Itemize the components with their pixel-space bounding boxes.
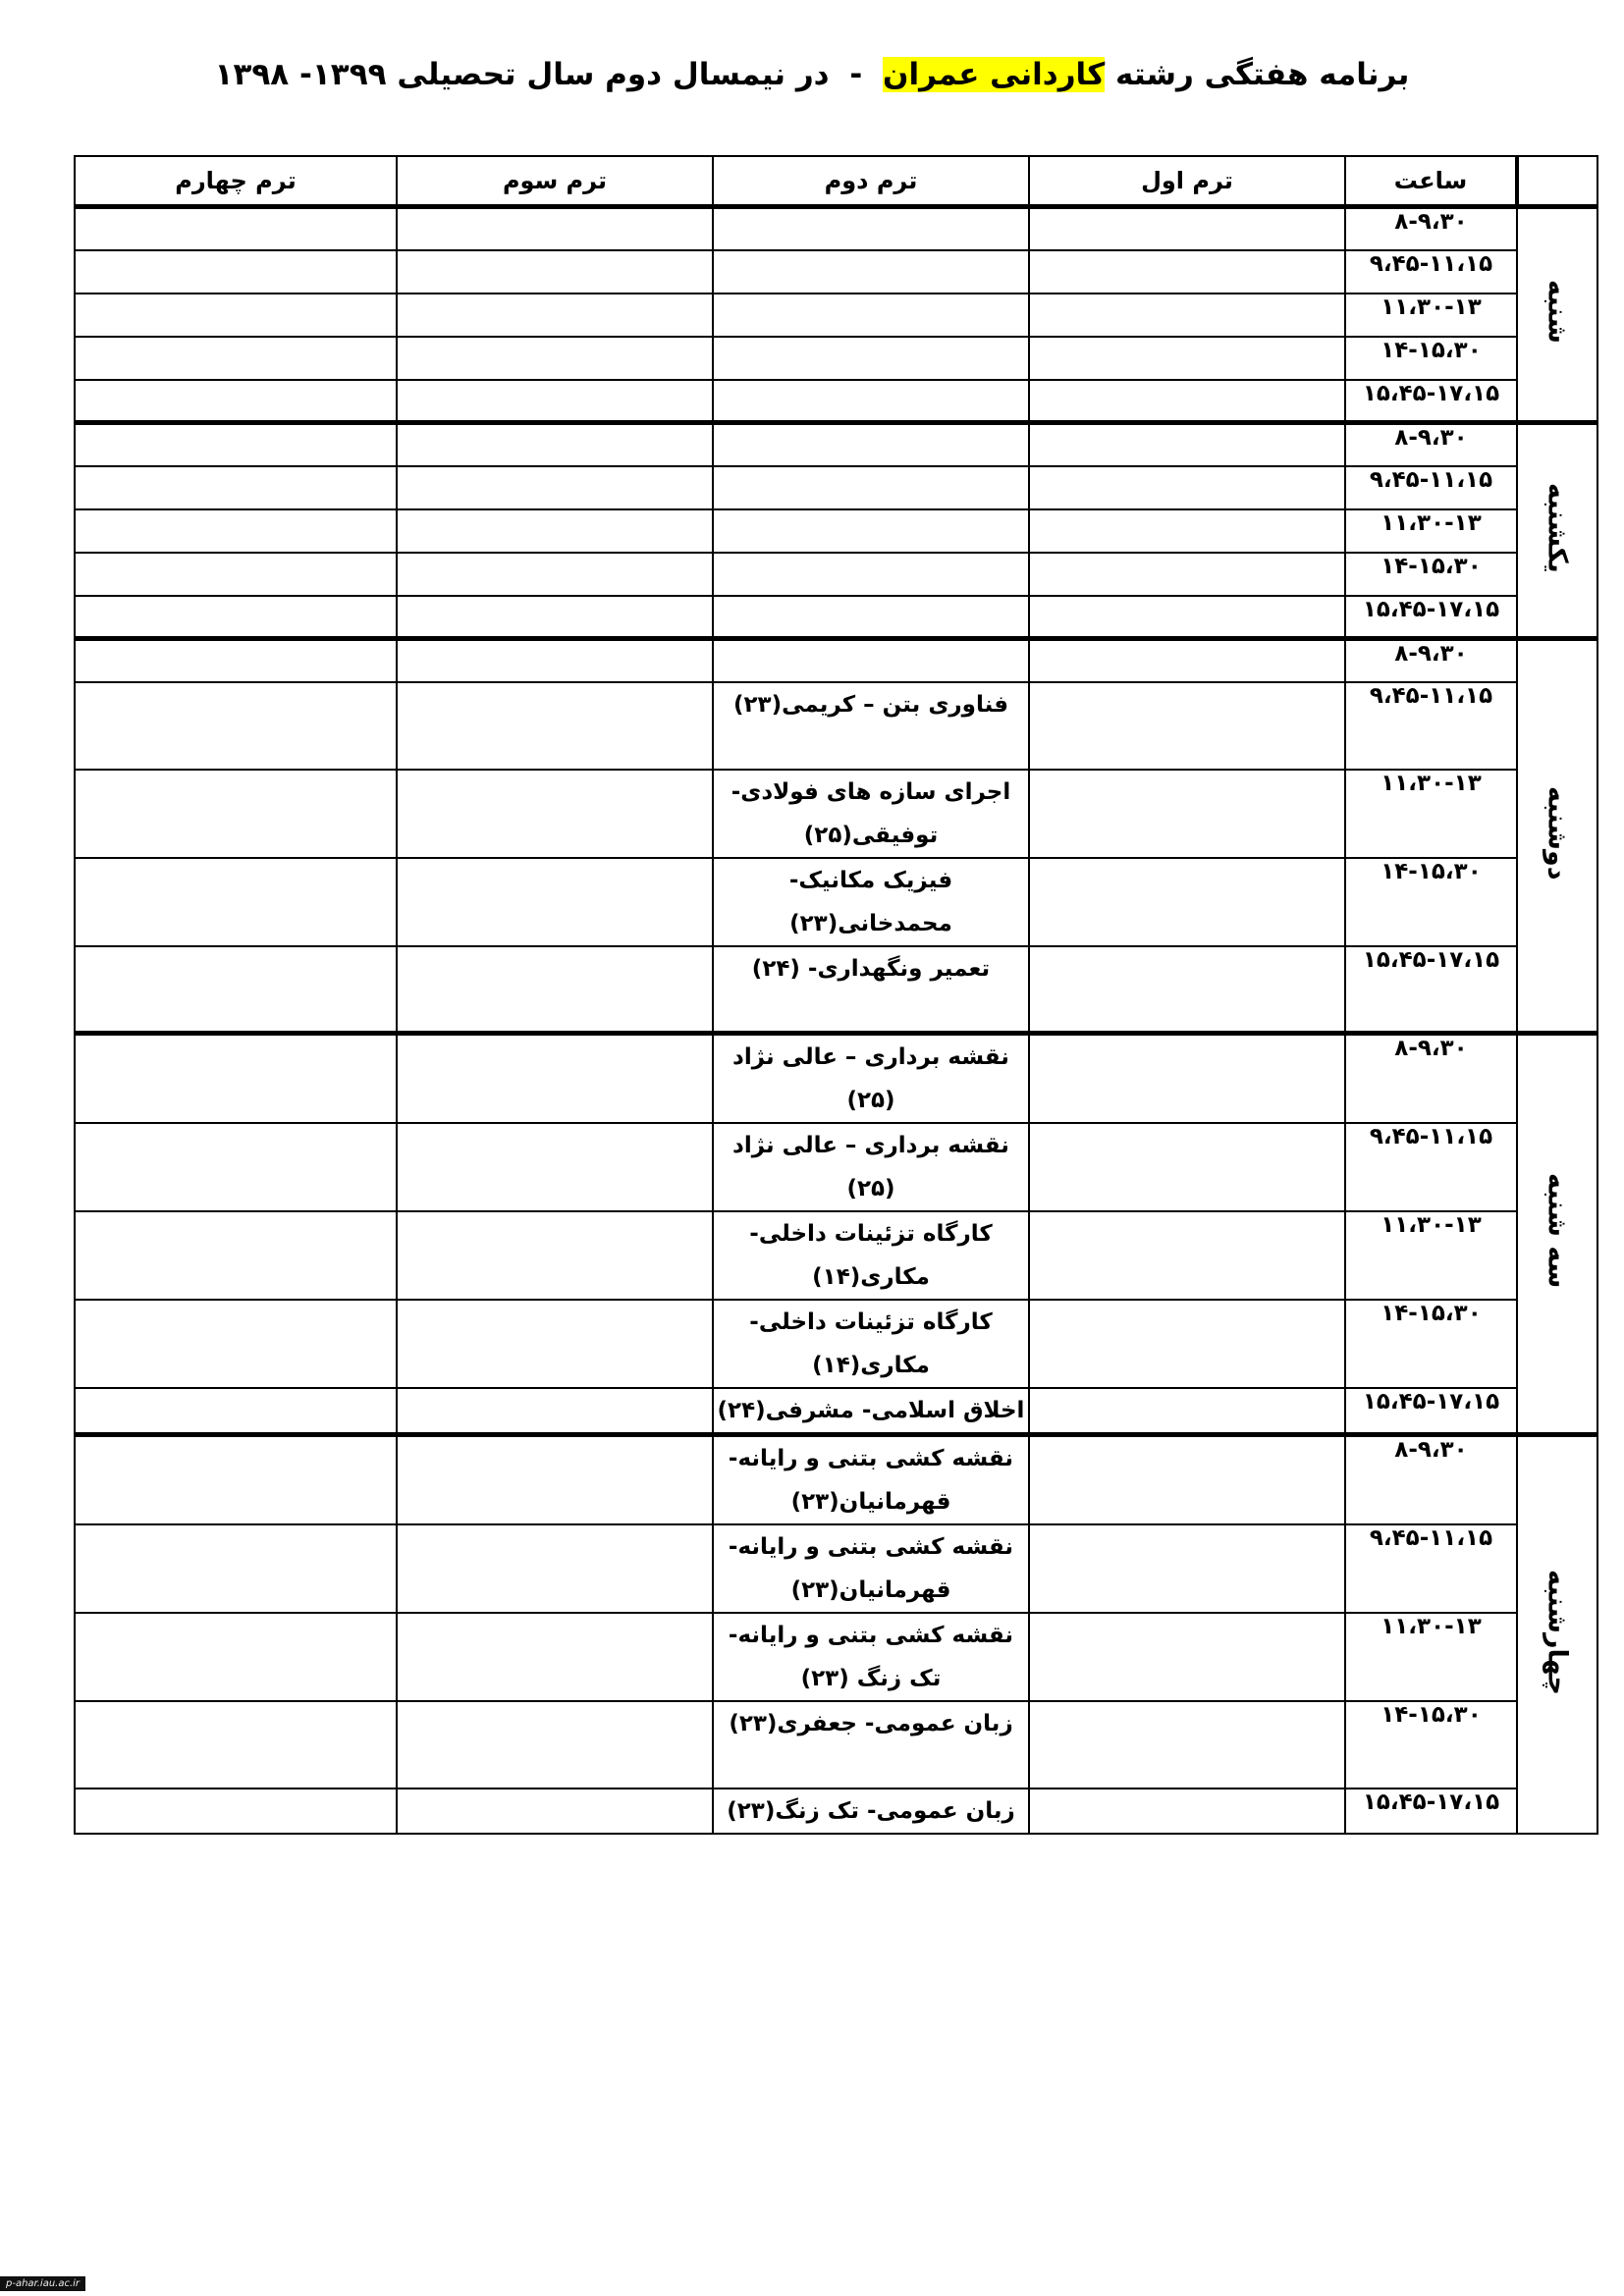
- term3-cell: [397, 1789, 713, 1834]
- day-cell: [1517, 1435, 1597, 1835]
- term4-cell: [75, 1123, 397, 1211]
- time-cell: ۸-۹،۳۰: [1345, 1034, 1517, 1124]
- term3-cell: [397, 1613, 713, 1701]
- term2-course-cell: [713, 294, 1029, 337]
- schedule-row: [75, 1123, 1597, 1211]
- header-term1: ترم اول: [1029, 156, 1345, 207]
- time-cell: ۱۱،۳۰-۱۳: [1345, 1613, 1517, 1701]
- term1-cell: [1029, 207, 1345, 250]
- time-cell: ۱۵،۴۵-۱۷،۱۵: [1345, 380, 1517, 423]
- term2-course-cell: [713, 639, 1029, 682]
- term4-cell: [75, 294, 397, 337]
- term1-cell: [1029, 509, 1345, 553]
- term2-course-cell: [713, 596, 1029, 639]
- term2-course-cell: [713, 553, 1029, 596]
- time-cell: ۱۴-۱۵،۳۰: [1345, 553, 1517, 596]
- term4-cell: [75, 250, 397, 294]
- term1-cell: [1029, 1435, 1345, 1525]
- time-cell: ۱۴-۱۵،۳۰: [1345, 337, 1517, 380]
- term2-course-cell: کارگاه تزئینات داخلی- مکاری(۱۴): [713, 1300, 1029, 1388]
- schedule-body: [75, 207, 1597, 1835]
- term1-cell: [1029, 770, 1345, 858]
- term4-cell: [75, 639, 397, 682]
- term4-cell: [75, 858, 397, 946]
- time-cell: ۹،۴۵-۱۱،۱۵: [1345, 1524, 1517, 1613]
- day-cell: [1517, 639, 1597, 1034]
- title-part2: در نیمسال دوم سال تحصیلی ۱۳۹۹- ۱۳۹۸: [214, 57, 830, 92]
- header-term2: ترم دوم: [713, 156, 1029, 207]
- term1-cell: [1029, 639, 1345, 682]
- term2-course-cell: زبان عمومی- تک زنگ(۲۳): [713, 1789, 1029, 1834]
- term4-cell: [75, 682, 397, 770]
- term4-cell: [75, 1613, 397, 1701]
- term2-course-cell: نقشه کشی بتنی و رایانه- قهرمانیان(۲۳): [713, 1435, 1029, 1525]
- time-cell: ۱۴-۱۵،۳۰: [1345, 1300, 1517, 1388]
- day-name: سه شنبه: [1542, 1173, 1573, 1289]
- schedule-row: [75, 946, 1597, 1034]
- day-cell: [1517, 423, 1597, 639]
- term3-cell: [397, 1701, 713, 1789]
- term4-cell: [75, 466, 397, 509]
- term3-cell: [397, 1300, 713, 1388]
- term2-course-cell: [713, 423, 1029, 466]
- schedule-row: [75, 380, 1597, 423]
- term2-course-cell: اخلاق اسلامی- مشرفی(۲۴): [713, 1388, 1029, 1435]
- term4-cell: [75, 423, 397, 466]
- term3-cell: [397, 294, 713, 337]
- time-cell: ۹،۴۵-۱۱،۱۵: [1345, 250, 1517, 294]
- term3-cell: [397, 682, 713, 770]
- schedule-row: [75, 858, 1597, 946]
- day-name: شنبه: [1542, 280, 1573, 344]
- time-cell: ۱۱،۳۰-۱۳: [1345, 1211, 1517, 1300]
- schedule-row: [75, 509, 1597, 553]
- title-dash: -: [849, 57, 863, 92]
- time-cell: ۹،۴۵-۱۱،۱۵: [1345, 466, 1517, 509]
- term2-course-cell: اجرای سازه های فولادی- توفیقی(۲۵): [713, 770, 1029, 858]
- time-cell: ۱۵،۴۵-۱۷،۱۵: [1345, 596, 1517, 639]
- term3-cell: [397, 466, 713, 509]
- term1-cell: [1029, 682, 1345, 770]
- page-title: [0, 57, 1624, 92]
- schedule-row: [75, 1211, 1597, 1300]
- time-cell: ۱۱،۳۰-۱۳: [1345, 294, 1517, 337]
- term1-cell: [1029, 250, 1345, 294]
- time-cell: ۸-۹،۳۰: [1345, 1435, 1517, 1525]
- term3-cell: [397, 946, 713, 1034]
- term4-cell: [75, 1388, 397, 1435]
- term1-cell: [1029, 466, 1345, 509]
- term3-cell: [397, 207, 713, 250]
- term3-cell: [397, 858, 713, 946]
- term2-course-cell: فیزیک مکانیک- محمدخانی(۲۳): [713, 858, 1029, 946]
- term1-cell: [1029, 1034, 1345, 1124]
- time-cell: ۱۴-۱۵،۳۰: [1345, 858, 1517, 946]
- time-cell: ۱۴-۱۵،۳۰: [1345, 1701, 1517, 1789]
- schedule-row: [75, 639, 1597, 682]
- schedule-row: [75, 770, 1597, 858]
- schedule-row: [75, 553, 1597, 596]
- term4-cell: [75, 596, 397, 639]
- term1-cell: [1029, 858, 1345, 946]
- day-cell: [1517, 1034, 1597, 1435]
- schedule-row: [75, 466, 1597, 509]
- term2-course-cell: نقشه برداری – عالی نژاد (۲۵): [713, 1123, 1029, 1211]
- term3-cell: [397, 1388, 713, 1435]
- time-cell: ۹،۴۵-۱۱،۱۵: [1345, 682, 1517, 770]
- title-field-highlight: کاردانی عمران: [883, 57, 1106, 92]
- term3-cell: [397, 1211, 713, 1300]
- term4-cell: [75, 1789, 397, 1834]
- term2-course-cell: [713, 337, 1029, 380]
- day-name: یکشنبه: [1542, 482, 1573, 573]
- title-part1: برنامه هفتگی رشته: [1115, 57, 1410, 92]
- term4-cell: [75, 1701, 397, 1789]
- schedule-row: [75, 1524, 1597, 1613]
- term2-course-cell: [713, 466, 1029, 509]
- schedule-row: [75, 596, 1597, 639]
- schedule-row: [75, 337, 1597, 380]
- term1-cell: [1029, 1388, 1345, 1435]
- schedule-row: [75, 250, 1597, 294]
- schedule-row: [75, 1701, 1597, 1789]
- day-name: دوشنبه: [1542, 785, 1573, 881]
- term4-cell: [75, 1435, 397, 1525]
- term3-cell: [397, 553, 713, 596]
- term1-cell: [1029, 1701, 1345, 1789]
- term1-cell: [1029, 946, 1345, 1034]
- term2-course-cell: کارگاه تزئینات داخلی- مکاری(۱۴): [713, 1211, 1029, 1300]
- term3-cell: [397, 509, 713, 553]
- header-term4: ترم چهارم: [75, 156, 397, 207]
- schedule-row: [75, 1789, 1597, 1834]
- time-cell: ۸-۹،۳۰: [1345, 639, 1517, 682]
- schedule-row: [75, 1435, 1597, 1525]
- time-cell: ۹،۴۵-۱۱،۱۵: [1345, 1123, 1517, 1211]
- term2-course-cell: [713, 250, 1029, 294]
- term4-cell: [75, 1300, 397, 1388]
- schedule-row: [75, 1034, 1597, 1124]
- time-cell: ۸-۹،۳۰: [1345, 423, 1517, 466]
- schedule-row: [75, 423, 1597, 466]
- term1-cell: [1029, 596, 1345, 639]
- term4-cell: [75, 509, 397, 553]
- term3-cell: [397, 639, 713, 682]
- schedule-table: [74, 155, 1598, 1835]
- term3-cell: [397, 250, 713, 294]
- time-cell: ۱۱،۳۰-۱۳: [1345, 509, 1517, 553]
- schedule-row: [75, 1613, 1597, 1701]
- term1-cell: [1029, 294, 1345, 337]
- term1-cell: [1029, 337, 1345, 380]
- term2-course-cell: [713, 509, 1029, 553]
- term1-cell: [1029, 1211, 1345, 1300]
- header-term3: ترم سوم: [397, 156, 713, 207]
- term4-cell: [75, 1034, 397, 1124]
- term4-cell: [75, 946, 397, 1034]
- term1-cell: [1029, 1300, 1345, 1388]
- term2-course-cell: نقشه کشی بتنی و رایانه- قهرمانیان(۲۳): [713, 1524, 1029, 1613]
- term1-cell: [1029, 1613, 1345, 1701]
- term1-cell: [1029, 380, 1345, 423]
- header-time: ساعت: [1345, 156, 1517, 207]
- term3-cell: [397, 380, 713, 423]
- term2-course-cell: نقشه برداری – عالی نژاد (۲۵): [713, 1034, 1029, 1124]
- term2-course-cell: زبان عمومی- جعفری(۲۳): [713, 1701, 1029, 1789]
- watermark: p-ahar.iau.ac.ir: [0, 2276, 85, 2291]
- term2-course-cell: [713, 207, 1029, 250]
- term4-cell: [75, 380, 397, 423]
- term2-course-cell: تعمیر ونگهداری- (۲۴): [713, 946, 1029, 1034]
- term3-cell: [397, 1524, 713, 1613]
- term4-cell: [75, 1211, 397, 1300]
- term1-cell: [1029, 553, 1345, 596]
- term3-cell: [397, 770, 713, 858]
- term4-cell: [75, 337, 397, 380]
- term3-cell: [397, 1123, 713, 1211]
- time-cell: ۱۱،۳۰-۱۳: [1345, 770, 1517, 858]
- term4-cell: [75, 1524, 397, 1613]
- day-name: چهارشنبه: [1542, 1569, 1573, 1695]
- time-cell: ۱۵،۴۵-۱۷،۱۵: [1345, 1789, 1517, 1834]
- term2-course-cell: [713, 380, 1029, 423]
- term4-cell: [75, 553, 397, 596]
- term1-cell: [1029, 423, 1345, 466]
- term4-cell: [75, 770, 397, 858]
- term3-cell: [397, 1034, 713, 1124]
- time-cell: ۸-۹،۳۰: [1345, 207, 1517, 250]
- term3-cell: [397, 337, 713, 380]
- time-cell: ۱۵،۴۵-۱۷،۱۵: [1345, 946, 1517, 1034]
- term3-cell: [397, 596, 713, 639]
- day-cell: [1517, 207, 1597, 423]
- term3-cell: [397, 1435, 713, 1525]
- schedule-row: [75, 294, 1597, 337]
- term4-cell: [75, 207, 397, 250]
- term2-course-cell: فناوری بتن – کریمی(۲۳): [713, 682, 1029, 770]
- schedule-row: [75, 1300, 1597, 1388]
- schedule-row: [75, 682, 1597, 770]
- term1-cell: [1029, 1524, 1345, 1613]
- corner-cell: [1517, 156, 1597, 207]
- term2-course-cell: نقشه کشی بتنی و رایانه- تک زنگ (۲۳): [713, 1613, 1029, 1701]
- term3-cell: [397, 423, 713, 466]
- term1-cell: [1029, 1789, 1345, 1834]
- schedule-row: [75, 1388, 1597, 1435]
- schedule-row: [75, 207, 1597, 250]
- time-cell: ۱۵،۴۵-۱۷،۱۵: [1345, 1388, 1517, 1435]
- term1-cell: [1029, 1123, 1345, 1211]
